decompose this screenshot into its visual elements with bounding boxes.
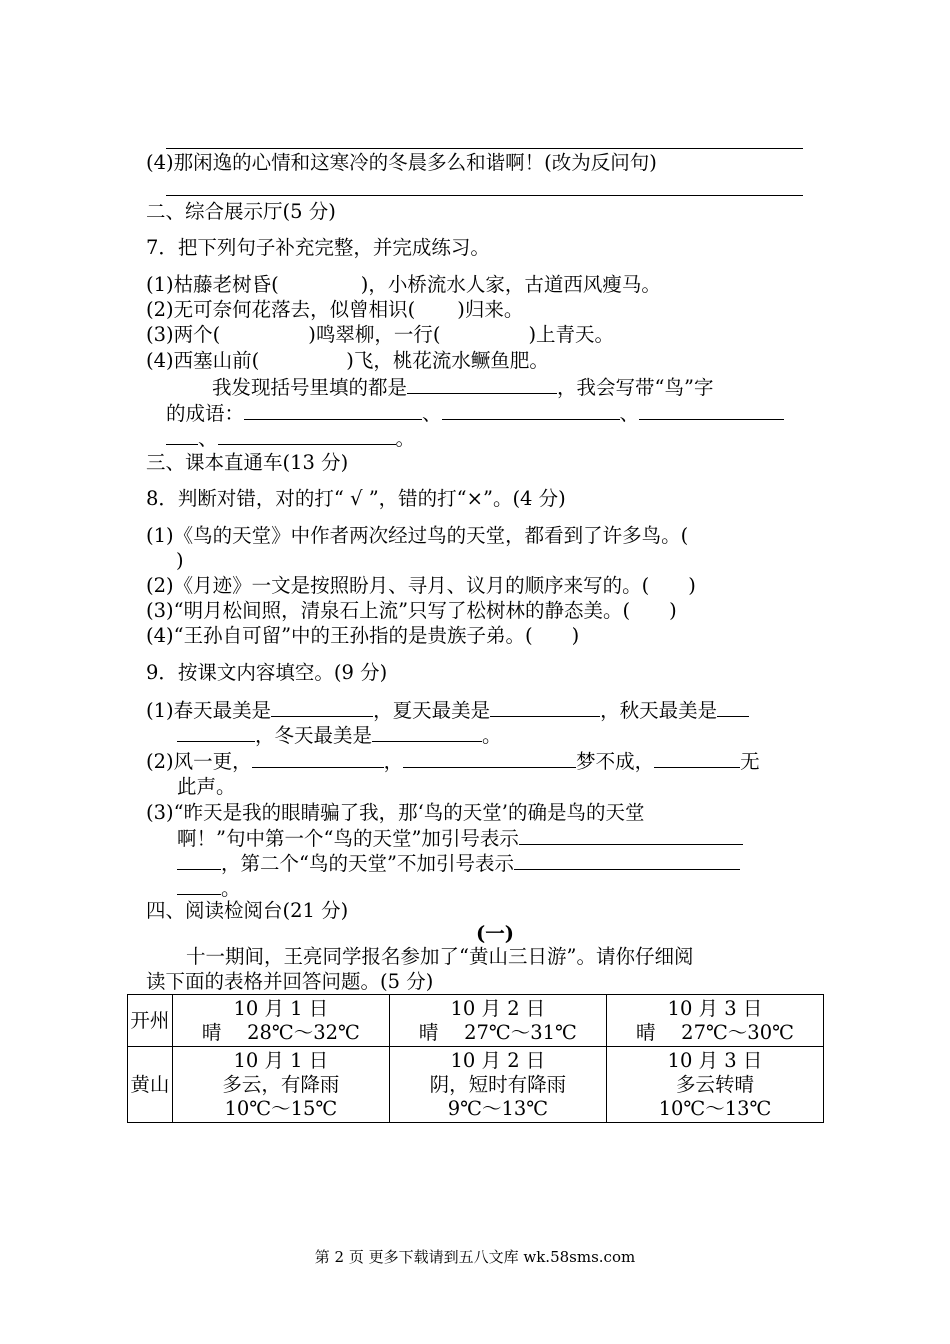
q7-idioms [166, 401, 784, 426]
date-text: 10 月 2 日 [450, 1048, 546, 1072]
q9-item1-line1 [146, 698, 749, 723]
forecast-text: 阴，短时有降雨 [429, 1072, 567, 1096]
reading-part-title: (一) [476, 922, 514, 945]
q9-i1-e: 。 [482, 724, 502, 747]
weather-table [127, 994, 824, 1123]
q9-i1-blank3[interactable] [717, 698, 749, 717]
q9-i1-blank3-cont[interactable] [177, 723, 255, 742]
q9-i3-c: ，第二个“鸟的天堂”不加引号表示 [221, 852, 514, 875]
forecast-text: 多云转晴 [675, 1072, 754, 1096]
q9-i3-blank1[interactable] [519, 826, 743, 845]
q7-line4-b: )飞，桃花流水鳜鱼肥。 [346, 349, 549, 372]
date-text: 10 月 1 日 [233, 996, 329, 1020]
q7-line1 [146, 273, 661, 297]
q7-line2-a: (2)无可奈何花落去，似曾相识( [146, 298, 416, 321]
q9-i1-blank2[interactable] [490, 698, 600, 717]
q7-idiom-blank4[interactable] [218, 426, 396, 445]
q7-sep2: 、 [619, 402, 640, 425]
q9-item1-line2 [177, 723, 502, 748]
forecast-text: 多云，有降雨 [222, 1072, 340, 1096]
q9-item3-line2 [177, 826, 743, 851]
q9-item2-line1 [146, 749, 760, 774]
q8-item2: (2)《月迹》一文是按照盼月、寻月、议月的顺序来写的。( ) [146, 574, 696, 597]
q7-sep1: 、 [422, 402, 442, 425]
temperature-text: 9℃～13℃ [447, 1096, 549, 1120]
weather-cell [172, 995, 389, 1047]
q9-i2-a: (2)风一更， [146, 750, 252, 773]
q7-find-b: ，我会写带“鸟”字 [557, 376, 714, 399]
q9-i1-b: ，夏天最美是 [373, 699, 491, 722]
weather-cell [389, 1047, 606, 1123]
q7-line4 [146, 349, 549, 373]
q9-item3-line3 [177, 851, 740, 876]
weather-cell [606, 995, 823, 1047]
reading-intro-1: 十一期间，王亮同学报名参加了“黄山三日游”。请你仔细阅 [186, 945, 694, 968]
q9-i3-d: 。 [221, 877, 241, 900]
section4-heading: 四、阅读检阅台(21 分) [146, 899, 349, 922]
q9-i1-d: ，冬天最美是 [255, 724, 373, 747]
q8-item4: (4)“王孙自可留”中的王孙指的是贵族子弟。( ) [146, 624, 580, 647]
weather-cell [389, 995, 606, 1047]
q9-i2-blank2[interactable] [403, 749, 576, 768]
temperature-text: 10℃～15℃ [224, 1096, 338, 1120]
q7-line1-b: )，小桥流水人家，古道西风瘦马。 [360, 273, 661, 296]
date-text: 10 月 3 日 [667, 1048, 763, 1072]
q9-i3-blank1-cont[interactable] [177, 851, 221, 870]
forecast-text: 晴 27℃～31℃ [418, 1020, 577, 1044]
page-footer: 第 2 页 更多下载请到五八文库 wk.58sms.com [314, 1248, 636, 1266]
q9-i1-a: (1)春天最美是 [146, 699, 272, 722]
q9-item2-line2: 此声。 [177, 775, 236, 798]
q9-i2-b: ， [383, 750, 404, 773]
q7-idioms-2 [166, 426, 415, 451]
q7-line3-a: (3)两个( [146, 323, 221, 346]
q9-i3-blank2-cont[interactable] [177, 876, 221, 895]
q9-item3-line1: (3)“昨天是我的眼睛骗了我，那‘鸟的天堂’的确是鸟的天堂 [146, 801, 645, 824]
forecast-text: 晴 28℃～32℃ [201, 1020, 360, 1044]
q9-i1-blank4[interactable] [372, 723, 482, 742]
place-cell: 开州 [128, 995, 173, 1047]
weather-cell [606, 1047, 823, 1123]
q9-prompt: 9．按课文内容填空。(9 分) [146, 661, 388, 684]
q7-idiom-blank1[interactable] [244, 401, 422, 420]
forecast-text: 晴 27℃～30℃ [635, 1020, 794, 1044]
q7-line2-b: )归来。 [457, 298, 524, 321]
section3-heading: 三、课本直通车(13 分) [146, 451, 349, 474]
q7-line4-a: (4)西塞山前( [146, 349, 260, 372]
q9-i2-c: 梦不成， [576, 750, 655, 773]
q7-sep3: 、 [198, 427, 218, 450]
reading-intro-2: 读下面的表格并回答问题。(5 分) [146, 970, 434, 993]
q7-end: 。 [395, 427, 416, 450]
q9-i3-blank2[interactable] [514, 851, 740, 870]
weather-cell [172, 1047, 389, 1123]
q9-i2-d: 无 [740, 750, 760, 773]
q9-item3-line4 [177, 876, 241, 901]
answer-line-prev[interactable] [166, 148, 803, 149]
table-row [128, 1047, 824, 1123]
q8-item1-close: ) [176, 549, 184, 572]
q7-find [212, 375, 713, 400]
q7-line1-a: (1)枯藤老树昏( [146, 273, 279, 296]
date-text: 10 月 1 日 [233, 1048, 329, 1072]
q9-i1-blank1[interactable] [271, 698, 373, 717]
q7-line3 [146, 323, 614, 347]
q8-item3: (3)“明月松间照，清泉石上流”只写了松树林的静态美。( ) [146, 599, 677, 622]
answer-line-q6-item4[interactable] [166, 195, 803, 196]
q7-line3-c: )上青天。 [528, 323, 615, 346]
date-text: 10 月 3 日 [667, 996, 763, 1020]
q8-item1: (1)《鸟的天堂》中作者两次经过鸟的天堂，都看到了许多鸟。( [146, 524, 689, 547]
section2-heading: 二、综合展示厅(5 分) [146, 200, 336, 223]
q7-prompt: 7．把下列句子补充完整，并完成练习。 [146, 236, 490, 259]
q7-line2 [146, 298, 523, 322]
place-cell: 黄山 [128, 1047, 173, 1123]
q7-idiom-blank3[interactable] [639, 401, 784, 420]
q9-i2-blank3[interactable] [654, 749, 740, 768]
q7-find-blank[interactable] [407, 375, 557, 394]
q9-i3-b: 啊！”句中第一个“鸟的天堂”加引号表示 [177, 827, 519, 850]
temperature-text: 10℃～13℃ [658, 1096, 772, 1120]
q6-item4: (4)那闲逸的心情和这寒冷的冬晨多么和谐啊！(改为反问句) [146, 151, 657, 174]
q7-idiom-label: 的成语： [166, 402, 245, 425]
q9-i1-c: ，秋天最美是 [600, 699, 718, 722]
q7-idiom-blank3-cont[interactable] [166, 426, 198, 445]
q7-line3-b: )鸣翠柳，一行( [308, 323, 441, 346]
q7-find-a: 我发现括号里填的都是 [212, 376, 408, 399]
table-row [128, 995, 824, 1047]
date-text: 10 月 2 日 [450, 996, 546, 1020]
q8-prompt: 8．判断对错，对的打“ √ ”，错的打“×”。(4 分) [146, 487, 566, 510]
q7-idiom-blank2[interactable] [442, 401, 620, 420]
q9-i2-blank1[interactable] [252, 749, 384, 768]
